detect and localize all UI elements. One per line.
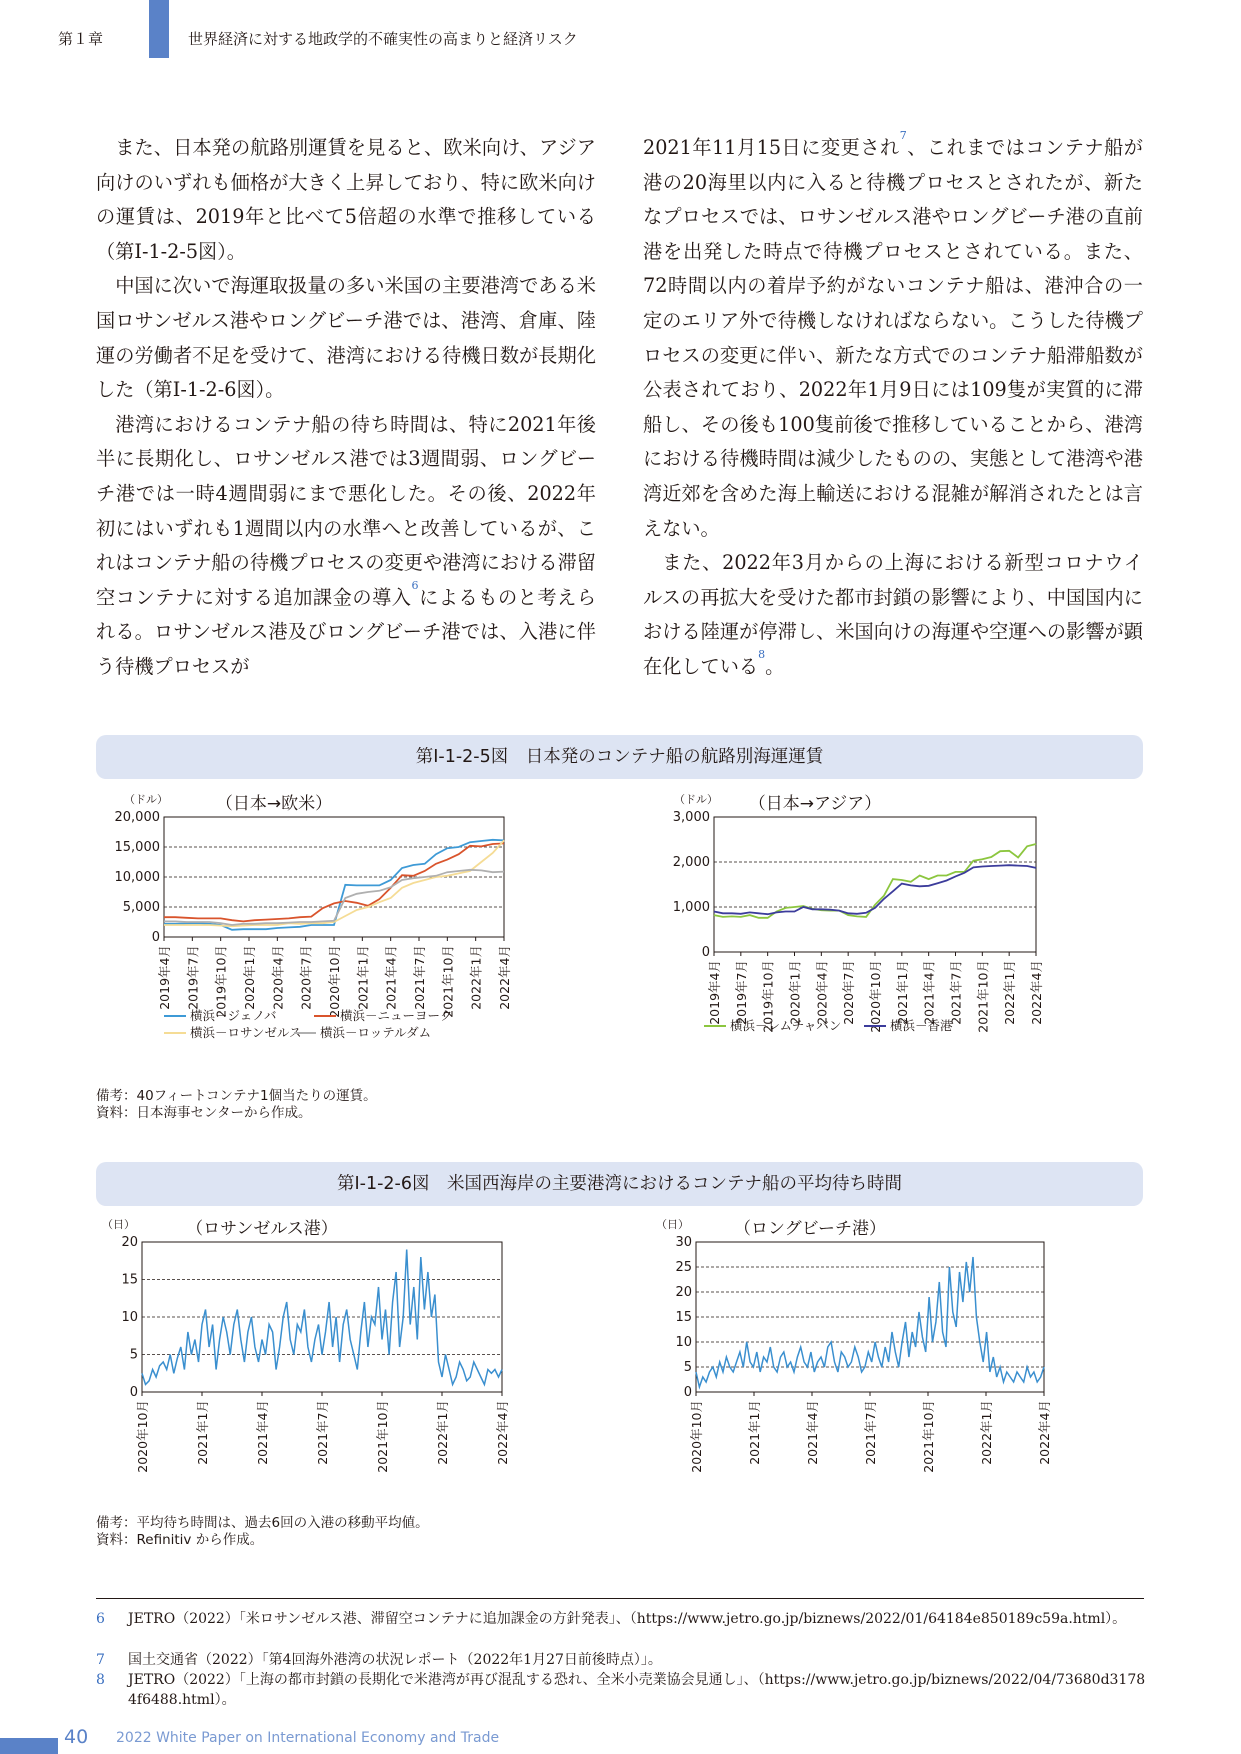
x-tick-label: 2021年10月 — [440, 945, 456, 1018]
y-unit-label: （ドル） — [674, 793, 718, 806]
series-line — [164, 840, 504, 930]
paragraph: 2021年11月15日に変更され$^7$、これまではコンテナ船が港の20海里以内に入ると待機プロセスとされたが、新たなプロセスでは、ロサンゼルス港やロングビーチ港の直前港を出発した時点で待機プロセスとされている。また、72時間以内の着岸予約がないコンテナ船は、港沖合の一定のエリア外で待機しなければならない。こうした待機プロセスの変更に伴い、新たな方式でのコンテナ船滞船数が公表されており、2022年1月9日には109隻が実質的に滞船し、その後も100隻前後で推移していることから、港湾における待機時間は減少したものの、実態として港湾や港湾近郊を含めた海上輸送における混雑が解消されたとは言えない。 — [643, 129, 1143, 540]
plot-frame — [714, 817, 1036, 952]
x-tick-label: 2019年4月 — [707, 960, 722, 1025]
x-tick-label: 2020年10月 — [689, 1400, 704, 1473]
footnote-ref[interactable]: 7 — [899, 129, 907, 142]
x-tick-label: 2021年7月 — [315, 1400, 330, 1465]
legend-label: 横浜－ニューヨーク — [340, 1008, 453, 1023]
y-tick-label: 5 — [683, 1360, 692, 1375]
x-tick-label: 2021年1月 — [747, 1400, 762, 1465]
x-tick-label: 2020年1月 — [787, 960, 803, 1025]
footnote-8: 8 JETRO（2022）「上海の都市封鎖の長期化で米港湾が再び混乱する恐れ、全米小売業協会見通し」、（https://www.jetro.go.jp/biznews/2022/04/73680d31784f6488.html）。 — [96, 1672, 1146, 1708]
x-tick-label: 2022年4月 — [497, 945, 512, 1010]
figure-6-note: 備考：平均待ち時間は、過去6回の入港の移動平均値。 — [96, 1515, 429, 1531]
y-unit-label: （日） — [102, 1218, 135, 1231]
paragraph: また、日本発の航路別運賃を見ると、欧米向け、アジア向けのいずれも価格が大きく上昇しており、特に欧米向けの運賃は、2019年と比べて5倍超の水準で推移している（第Ⅰ-1-2-5図）。 — [96, 136, 596, 263]
y-tick-label: 3,000 — [672, 810, 710, 825]
x-tick-label: 2021年10月 — [921, 1400, 936, 1473]
legend-label: 横浜－ロッテルダム — [320, 1025, 432, 1040]
y-tick-label: 0 — [683, 1385, 692, 1400]
body-right-column — [643, 131, 1143, 685]
x-tick-label: 2021年1月 — [355, 945, 371, 1010]
legend-label: 横浜－レムチャバン — [730, 1018, 842, 1033]
y-tick-label: 30 — [675, 1235, 692, 1250]
series-line — [696, 1257, 1044, 1387]
page-number: 40 — [64, 1726, 89, 1748]
y-tick-label: 0 — [129, 1385, 138, 1400]
y-tick-label: 15 — [675, 1310, 692, 1325]
chart-title: （ロサンゼルス港） — [186, 1219, 338, 1239]
y-tick-label: 2,000 — [672, 855, 710, 870]
x-tick-label: 2021年4月 — [383, 945, 399, 1010]
x-tick-label: 2022年4月 — [495, 1400, 510, 1465]
y-tick-label: 0 — [701, 945, 710, 960]
y-tick-label: 15 — [121, 1272, 138, 1288]
x-tick-label: 2021年7月 — [948, 960, 964, 1025]
x-tick-label: 2022年4月 — [1037, 1400, 1052, 1465]
series-line — [164, 840, 504, 926]
x-tick-label: 2019年7月 — [733, 960, 749, 1025]
y-tick-label: 15,000 — [114, 840, 160, 855]
x-tick-label: 2021年4月 — [255, 1400, 270, 1465]
x-tick-label: 2021年7月 — [412, 945, 427, 1010]
figure-6-title: 第Ⅰ-1-2-6図 米国西海岸の主要港湾におけるコンテナ船の平均待ち時間 — [96, 1162, 1143, 1206]
paragraph: 港湾におけるコンテナ船の待ち時間は、特に2021年後半に長期化し、ロサンゼルス港では3週間弱、ロングビーチ港では一時4週間弱にまで悪化した。その後、2022年初にはいずれも1週間以内の水準へと改善しているが、これはコンテナ船の待機プロセスの変更や港湾における滞留空コンテナに対する追加課金の導入$^6$によるものと考えられる。ロサンゼルス港及びロングビーチ港では、入港に伴う待機プロセスが — [96, 412, 597, 678]
x-tick-label: 2022年4月 — [1029, 960, 1044, 1025]
footnote-6: 6 JETRO（2022）「米ロサンゼルス港、滞留空コンテナに追加課金の方針発表」、（https://www.jetro.go.jp/biznews/2022/01/64184e850189c59a.html）。 — [96, 1611, 1127, 1627]
page-accent-bar — [0, 1738, 58, 1754]
figure-6-source: 資料：Refinitiv から作成。 — [96, 1532, 264, 1548]
x-tick-label: 2021年4月 — [805, 1400, 820, 1465]
x-tick-label: 2022年1月 — [468, 945, 484, 1010]
x-tick-label: 2020年7月 — [298, 945, 314, 1010]
footnote-ref[interactable]: 6 — [411, 578, 419, 592]
x-tick-label: 2021年1月 — [195, 1400, 210, 1465]
chapter-title: 世界経済に対する地政学的不確実性の高まりと経済リスク — [188, 30, 578, 48]
figure-5-title: 第Ⅰ-1-2-5図 日本発のコンテナ船の航路別海運運賃 — [96, 735, 1143, 779]
y-tick-label: 25 — [675, 1260, 692, 1275]
chart-japan-euus — [96, 785, 596, 1085]
y-tick-label: 10,000 — [114, 870, 160, 885]
x-tick-label: 2020年7月 — [841, 960, 857, 1025]
y-tick-label: 5,000 — [122, 900, 160, 915]
chart-title: （日本→欧米） — [215, 794, 333, 814]
legend-label: 横浜－ジェノバ — [190, 1008, 277, 1023]
x-tick-label: 2021年1月 — [894, 960, 910, 1025]
figure-5-note: 備考：40フィートコンテナ1個当たりの運賃。 — [96, 1088, 377, 1104]
y-tick-label: 1,000 — [672, 900, 710, 915]
y-tick-label: 20 — [121, 1235, 138, 1250]
header-accent-bar — [149, 0, 169, 58]
x-tick-label: 2022年1月 — [979, 1400, 994, 1465]
x-tick-label: 2020年4月 — [270, 945, 286, 1010]
body-left-column — [96, 131, 596, 685]
x-tick-label: 2021年10月 — [975, 960, 991, 1033]
x-tick-label: 2019年10月 — [213, 945, 229, 1018]
series-line — [164, 870, 504, 925]
y-unit-label: （ドル） — [124, 793, 168, 806]
x-tick-label: 2020年4月 — [814, 960, 830, 1025]
x-tick-label: 2020年10月 — [327, 945, 342, 1018]
x-tick-label: 2019年7月 — [185, 945, 201, 1010]
chart-japan-asia — [640, 785, 1140, 1085]
figure-5-source: 資料：日本海事センターから作成。 — [96, 1105, 312, 1121]
y-tick-label: 20 — [675, 1285, 692, 1300]
y-tick-label: 0 — [151, 930, 160, 945]
x-tick-label: 2021年7月 — [863, 1400, 878, 1465]
x-tick-label: 2020年1月 — [242, 945, 257, 1010]
footnote-rule — [96, 1598, 1144, 1599]
chapter-label: 第１章 — [58, 30, 104, 48]
x-tick-label: 2022年1月 — [435, 1400, 450, 1465]
x-tick-label: 2019年10月 — [760, 960, 776, 1033]
y-tick-label: 10 — [675, 1335, 692, 1350]
chart-los-angeles — [96, 1212, 596, 1512]
x-tick-label: 2019年4月 — [157, 945, 172, 1010]
series-line — [714, 865, 1036, 914]
footnote-7: 7 国土交通省（2022）「第4回海外港湾の状況レポート（2022年1月27日前後時点）」。 — [96, 1652, 662, 1668]
series-line — [164, 843, 504, 921]
x-tick-label: 2020年10月 — [868, 960, 883, 1033]
x-tick-label: 2021年4月 — [921, 960, 937, 1025]
x-tick-label: 2021年10月 — [375, 1400, 390, 1473]
chart-title: （日本→アジア） — [748, 794, 882, 814]
y-tick-label: 10 — [121, 1310, 138, 1325]
y-tick-label: 5 — [129, 1347, 138, 1363]
y-tick-label: 20,000 — [114, 810, 160, 825]
chart-long-beach — [640, 1212, 1140, 1512]
chart-title: （ロングビーチ港） — [734, 1219, 886, 1239]
publication-title: 2022 White Paper on International Economy and Trade — [116, 1730, 500, 1746]
legend-label: 横浜－香港 — [890, 1018, 953, 1033]
paragraph: 中国に次いで海運取扱量の多い米国の主要港湾である米国ロサンゼルス港やロングビーチ港では、港湾、倉庫、陸運の労働者不足を受けて、港湾における待機日数が長期化した（第Ⅰ-1-2-6図）。 — [96, 274, 596, 402]
legend-label: 横浜－ロサンゼルス — [190, 1025, 302, 1040]
x-tick-label: 2020年10月 — [135, 1400, 150, 1473]
footnote-ref[interactable]: 8 — [758, 647, 766, 661]
x-tick-label: 2022年1月 — [1002, 960, 1018, 1025]
paragraph: また、2022年3月からの上海における新型コロナウイルスの再拡大を受けた都市封鎖の影響により、中国国内における陸運が停滞し、米国向けの海運や空運への影響が顕在化している$^8$。 — [643, 551, 1143, 678]
y-unit-label: （日） — [656, 1218, 689, 1231]
